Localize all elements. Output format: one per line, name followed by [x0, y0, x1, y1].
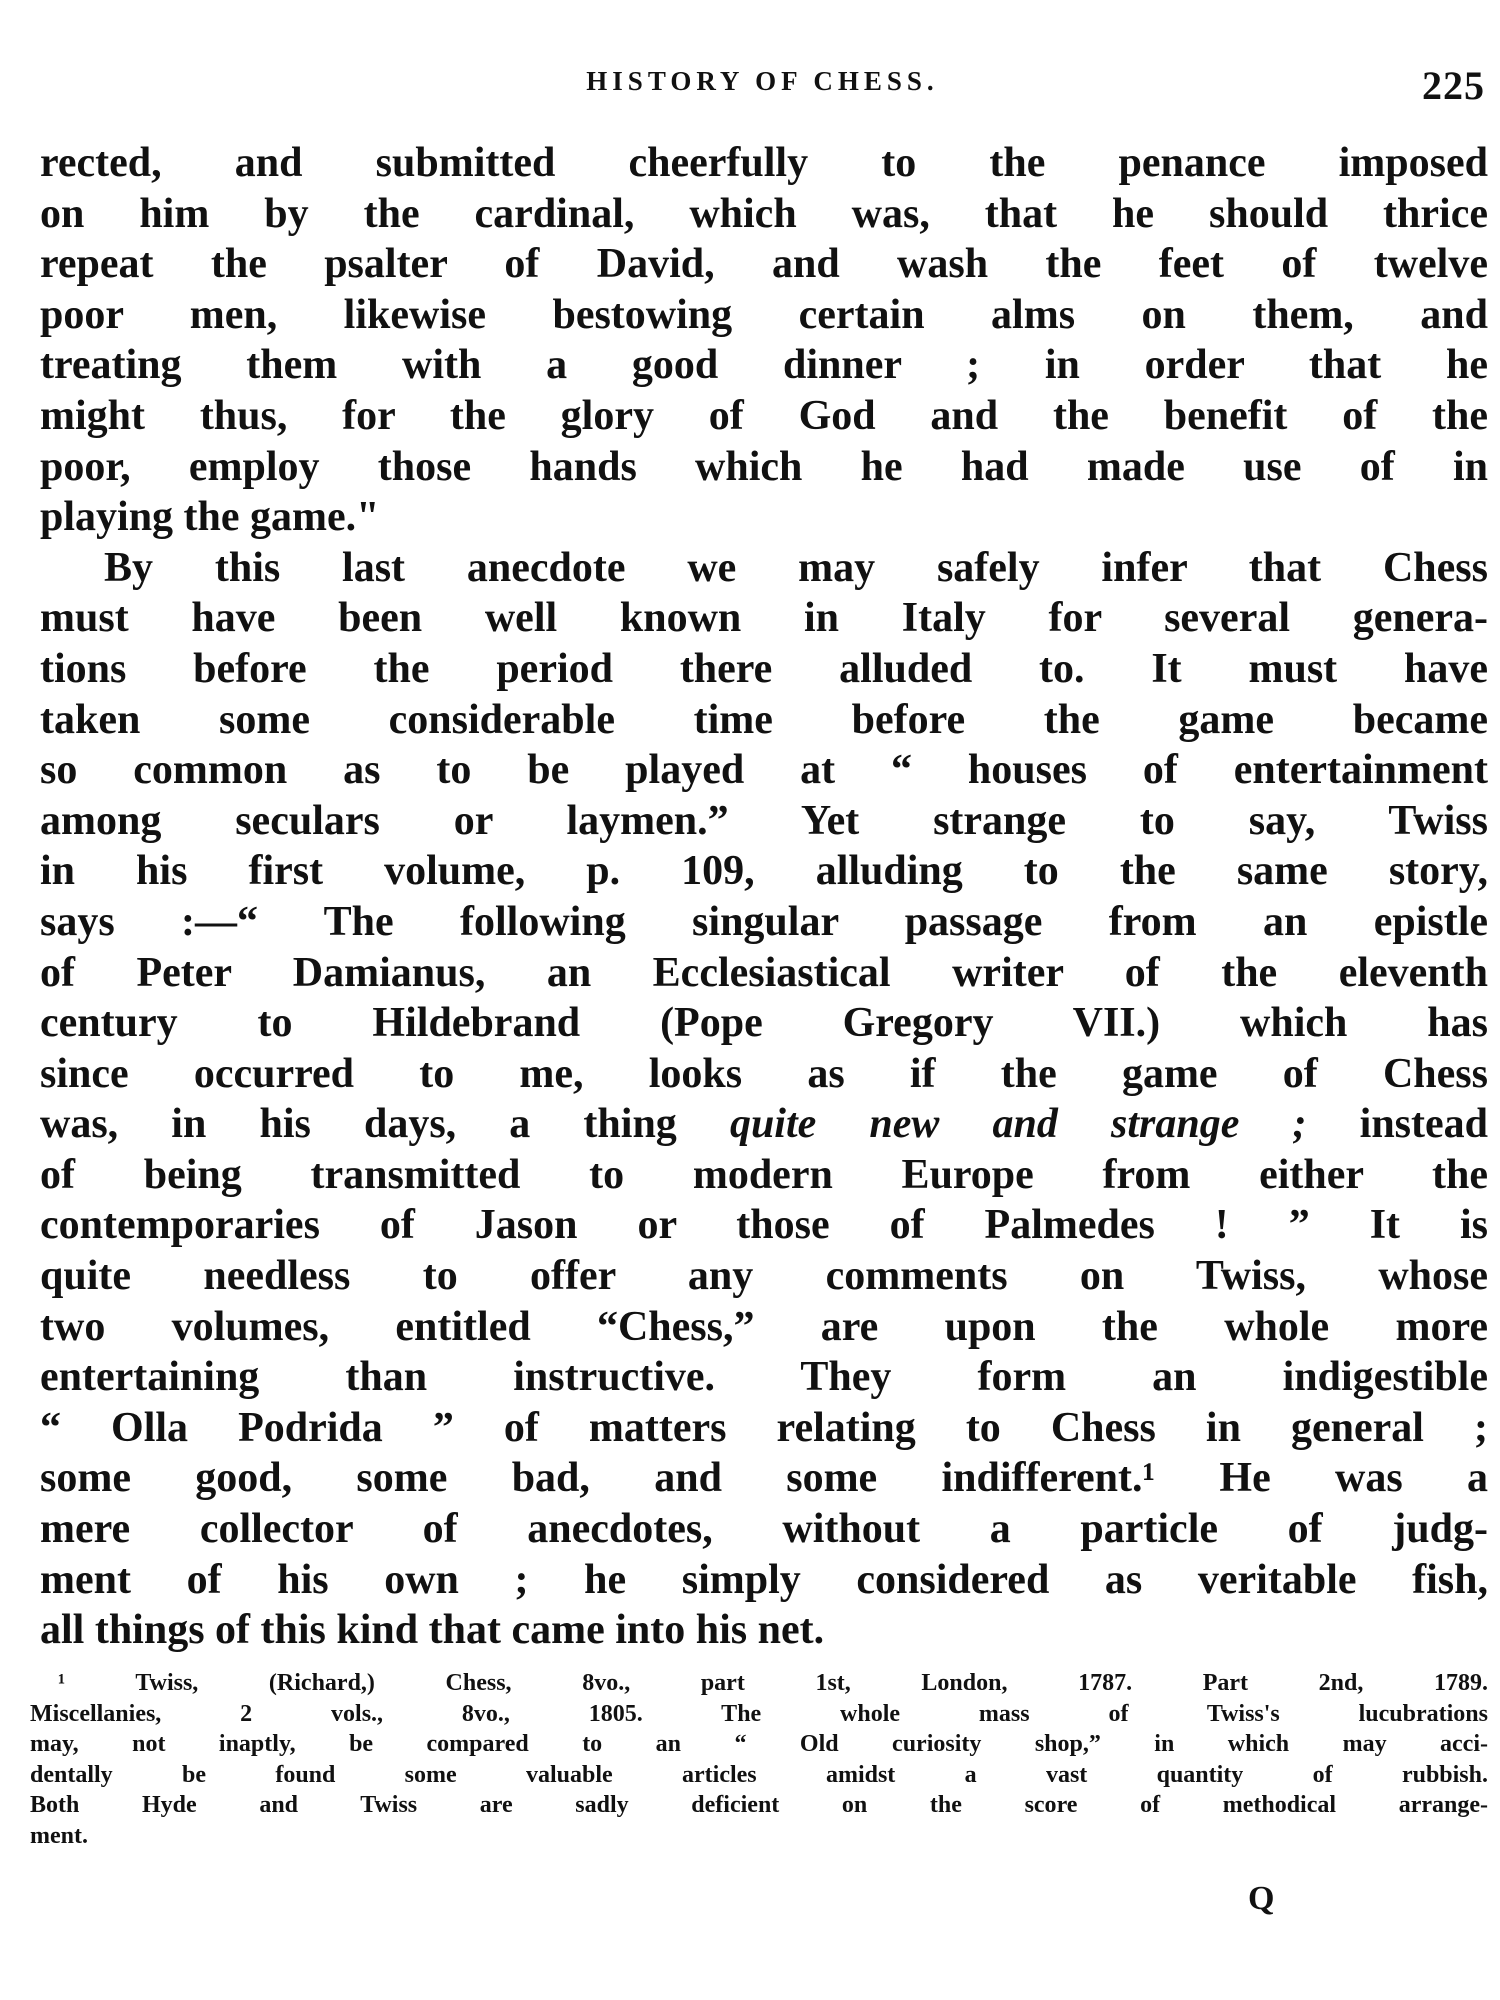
- page-number: 225: [1422, 63, 1485, 108]
- body-line-with-italic: [40, 1099, 1488, 1150]
- italic-phrase: quite new and strange ;: [729, 1101, 1307, 1148]
- footnote-line: Miscellanies, 2 vols., 8vo., 1805. The whole mass of Twiss's lucubrations: [30, 1700, 1488, 1727]
- body-line: repeat the psalter of David, and wash the feet of twelve: [40, 241, 1488, 288]
- body-line: poor men, likewise bestowing certain alms on them, and: [40, 291, 1488, 338]
- body-line: treating them with a good dinner ; in order that he: [40, 342, 1488, 389]
- body-line: By this last anecdote we may safely infer that Chess: [104, 544, 1488, 591]
- body-line-segment: was, in his days, a thing: [40, 1101, 677, 1148]
- body-line: on him by the cardinal, which was, that he should thrice: [40, 190, 1488, 237]
- body-line: might thus, for the glory of God and the benefit of the: [40, 392, 1488, 439]
- body-line: says :—“ The following singular passage from an epistle: [40, 898, 1488, 945]
- body-line: poor, employ those hands which he had made use of in: [40, 443, 1488, 490]
- body-line: two volumes, entitled “Chess,” are upon the whole more: [40, 1303, 1488, 1350]
- body-line: some good, some bad, and some indifferent.¹ He was a: [40, 1455, 1488, 1502]
- body-line: quite needless to offer any comments on Twiss, whose: [40, 1253, 1488, 1300]
- body-line: taken some considerable time before the game became: [40, 696, 1488, 743]
- running-head: [40, 62, 1485, 110]
- body-line: of being transmitted to modern Europe from either the: [40, 1151, 1488, 1198]
- running-title: HISTORY OF CHESS.: [586, 66, 939, 96]
- body-line: since occurred to me, looks as if the game of Chess: [40, 1050, 1488, 1097]
- footnote-line: dentally be found some valuable articles amidst a vast quantity of rubbish.: [30, 1761, 1488, 1788]
- body-line: of Peter Damianus, an Ecclesiastical writer of the eleventh: [40, 949, 1488, 996]
- signature-mark: Q: [1248, 1880, 1275, 1917]
- body-line: contemporaries of Jason or those of Palmedes ! ” It is: [40, 1202, 1488, 1249]
- body-line: ment of his own ; he simply considered as veritable fish,: [40, 1556, 1488, 1603]
- body-line-segment: instead: [1359, 1101, 1489, 1148]
- body-line: among seculars or laymen.” Yet strange to say, Twiss: [40, 797, 1488, 844]
- body-line: so common as to be played at “ houses of entertainment: [40, 747, 1488, 794]
- footnotes: [30, 1668, 1488, 1851]
- footnote-line: ¹ Twiss, (Richard,) Chess, 8vo., part 1st, London, 1787. Part 2nd, 1789.: [58, 1670, 1488, 1696]
- footnote-line: Both Hyde and Twiss are sadly deficient on the score of methodical arrange-: [30, 1792, 1488, 1818]
- body-line: mere collector of anecdotes, without a particle of judg-: [40, 1506, 1488, 1553]
- footnote-line: may, not inaptly, be compared to an “ Old curiosity shop,” in which may acci-: [30, 1731, 1488, 1757]
- body-line: must have been well known in Italy for several genera-: [40, 595, 1488, 642]
- body-line: entertaining than instructive. They form an indigestible: [40, 1354, 1488, 1401]
- body-text: [40, 138, 1488, 1656]
- body-line: rected, and submitted cheerfully to the penance imposed: [40, 140, 1488, 186]
- body-line: all things of this kind that came into his net.: [40, 1607, 825, 1654]
- footnote-line: ment.: [30, 1822, 88, 1849]
- body-line: “ Olla Podrida ” of matters relating to Chess in general ;: [40, 1404, 1488, 1451]
- body-line: century to Hildebrand (Pope Gregory VII.) which has: [40, 1000, 1488, 1047]
- body-line: in his first volume, p. 109, alluding to the same story,: [40, 848, 1488, 895]
- body-line: playing the game.": [40, 494, 380, 541]
- body-line: tions before the period there alluded to. It must have: [40, 645, 1488, 692]
